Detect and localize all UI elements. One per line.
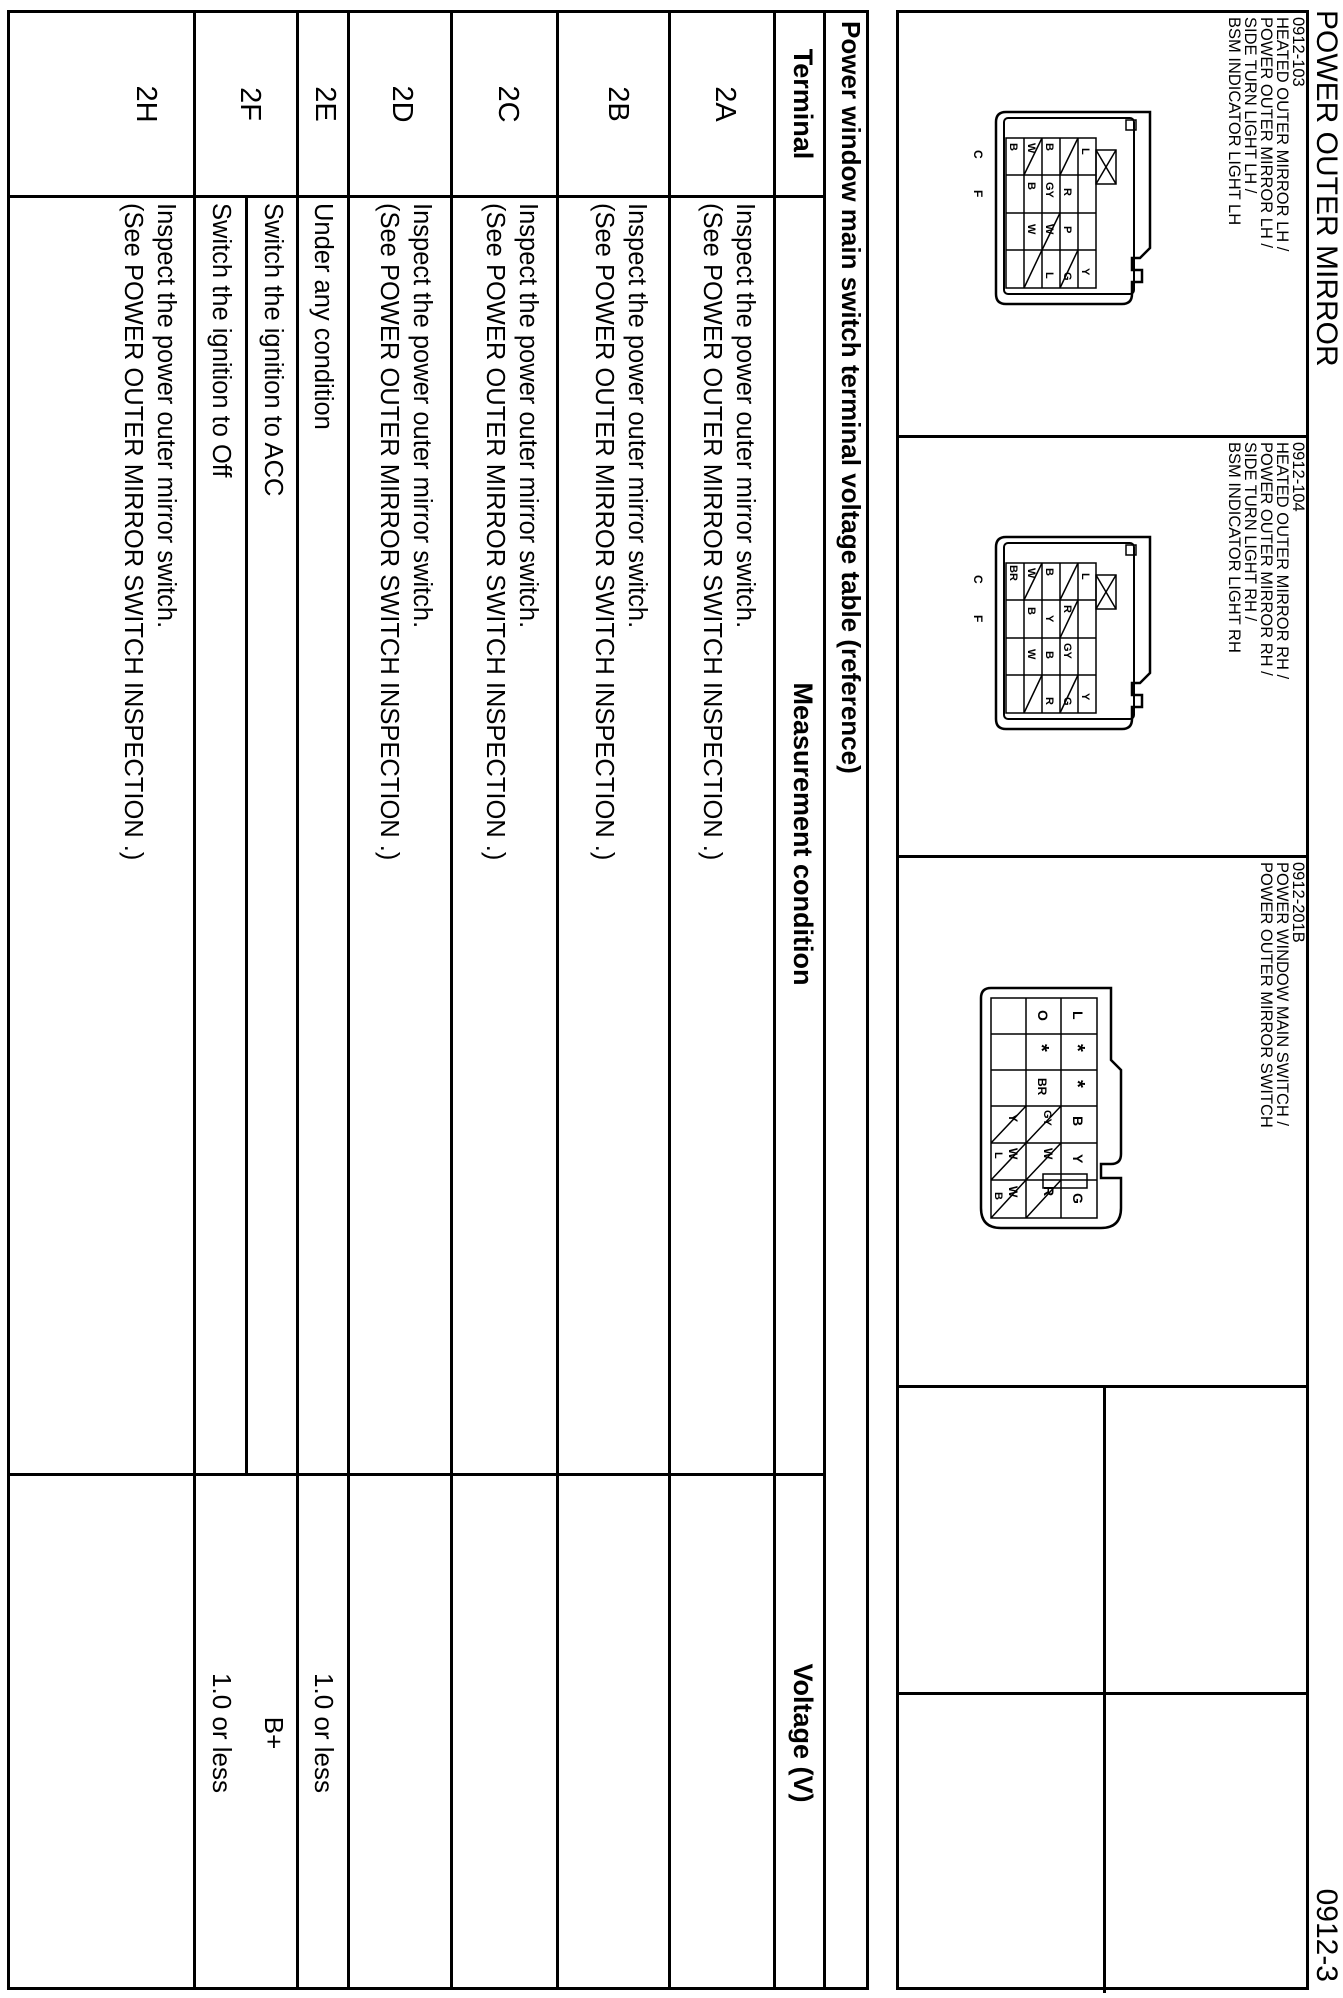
pin-label: L (1079, 573, 1091, 580)
connector-cell-0912-103 (899, 13, 1306, 438)
connector-diagram-0912-103 (926, 98, 1156, 328)
connector-name-line: HEATED OUTER MIRROR RH / (1273, 442, 1291, 680)
pin-label: B (1043, 651, 1055, 659)
pin-label: Y (1070, 1154, 1086, 1164)
condition-line: Inspect the power outer mirror switch. (408, 203, 436, 629)
header-condition: Measurement condition (788, 682, 818, 986)
pin-label: Y (1079, 268, 1091, 276)
condition-cell (256, 203, 289, 496)
condition-cell (478, 203, 544, 860)
condition-cell (372, 203, 438, 860)
terminal-cell: 2E (309, 86, 341, 122)
connector-code: 0912-201B (1289, 862, 1307, 943)
pin-label: P (1061, 226, 1073, 234)
connector-sub-label: F (971, 190, 985, 198)
pin-label: B (1070, 1116, 1086, 1127)
empty-cell (899, 1695, 1306, 1993)
pin-label: Y (1006, 1114, 1020, 1123)
condition-line: Switch the ignition to ACC (259, 203, 287, 497)
pin-label: W (1043, 224, 1055, 235)
connector-name-line: POWER OUTER MIRROR LH / (1257, 17, 1275, 249)
connector-diagram-box (896, 10, 1309, 1990)
pin-label: B (1025, 182, 1037, 190)
pin-label: Y (1079, 693, 1091, 701)
condition-line: (See POWER OUTER MIRROR SWITCH INSPECTION .) (481, 203, 509, 861)
pin-label: B (1007, 143, 1019, 151)
terminal-cell: 2B (602, 86, 634, 122)
condition-cell (306, 203, 339, 430)
pin-label: L (1043, 272, 1055, 279)
condition-line: Switch the ignition to Off (207, 203, 235, 478)
pin-label: W (1006, 1186, 1020, 1198)
page-number: 0912-3 (1310, 1888, 1343, 1982)
connector-name-line: HEATED OUTER MIRROR LH / (1273, 17, 1291, 252)
pin-label: O (1035, 1010, 1051, 1021)
pin-label: L (1070, 1011, 1086, 1020)
pin-label: B (1043, 568, 1055, 576)
connector-cell-0912-201B (899, 858, 1306, 1388)
pin-label: B (1043, 143, 1055, 151)
empty-cell (899, 1388, 1306, 1695)
voltage-cell: B+ (259, 1716, 289, 1750)
voltage-cell: 1.0 or less (309, 1673, 339, 1793)
pin-label: G (1070, 1193, 1086, 1204)
header-voltage: Voltage (V) (788, 1663, 818, 1803)
pin-label: * (1066, 1080, 1088, 1088)
voltage-cell: 1.0 or less (207, 1673, 237, 1793)
pin-label: R (1041, 1186, 1057, 1197)
condition-line: (See POWER OUTER MIRROR SWITCH INSPECTION .) (375, 203, 403, 861)
table-title: Power window main switch terminal voltage table (reference) (836, 21, 866, 774)
pin-label: W (1025, 649, 1037, 660)
pin-label: W (1006, 1148, 1020, 1160)
condition-line: Inspect the power outer mirror switch. (514, 203, 542, 629)
pin-label: B (992, 1192, 1004, 1200)
pin-label: GY (1041, 1110, 1053, 1126)
pin-label: R (1061, 188, 1073, 196)
pin-label: GY (1043, 182, 1055, 198)
pin-label: G (1061, 697, 1073, 706)
connector-name-line: SIDE TURN LIGHT RH / (1241, 442, 1259, 622)
condition-cell (695, 203, 761, 860)
condition-line: Inspect the power outer mirror switch. (152, 203, 180, 629)
terminal-cell: 2C (492, 85, 524, 123)
condition-line: Inspect the power outer mirror switch. (731, 203, 759, 629)
pin-label: W (1041, 1148, 1055, 1160)
pin-label: * (1030, 1044, 1052, 1052)
pin-label: GY (1061, 643, 1073, 659)
pin-label: BR (1035, 1078, 1049, 1096)
connector-sub-label: C (971, 150, 985, 159)
pin-label: B (1025, 607, 1037, 615)
terminal-cell: 2F (234, 87, 266, 121)
condition-line: (See POWER OUTER MIRROR SWITCH INSPECTION .) (698, 203, 726, 861)
condition-line: Inspect the power outer mirror switch. (623, 203, 651, 629)
condition-line: Under any condition (309, 203, 337, 430)
pin-label: * (1066, 1044, 1088, 1052)
header-terminal: Terminal (788, 48, 818, 160)
pin-label: W (1025, 224, 1037, 235)
connector-code: 0912-103 (1289, 17, 1307, 87)
connector-name-line: BSM INDICATOR LIGHT RH (1225, 442, 1243, 653)
connector-sub-label: C (971, 575, 985, 584)
connector-name-line: POWER OUTER MIRROR SWITCH (1257, 862, 1275, 1128)
voltage-table (7, 10, 869, 1990)
terminal-cell: 2D (386, 85, 418, 123)
pin-label: L (1079, 148, 1091, 155)
condition-line: (See POWER OUTER MIRROR SWITCH INSPECTION .) (590, 203, 618, 861)
connector-name-line: POWER OUTER MIRROR RH / (1257, 442, 1275, 676)
pin-label: W (1025, 143, 1037, 154)
pin-label: BR (1007, 565, 1019, 581)
condition-line: (See POWER OUTER MIRROR SWITCH INSPECTION .) (119, 203, 147, 861)
condition-cell (116, 203, 182, 860)
page-title: POWER OUTER MIRROR (1310, 10, 1343, 367)
connector-name-line: POWER WINDOW MAIN SWITCH / (1273, 862, 1291, 1126)
condition-cell (204, 203, 237, 478)
connector-name-line: BSM INDICATOR LIGHT LH (1225, 17, 1243, 226)
pin-label: R (1061, 605, 1073, 613)
connector-sub-label: F (971, 615, 985, 623)
pin-label: Y (1043, 615, 1055, 623)
pin-label: G (1061, 272, 1073, 281)
connector-cell-0912-104 (899, 438, 1306, 858)
connector-diagram-0912-201B (971, 978, 1131, 1258)
connector-name-line: SIDE TURN LIGHT LH / (1241, 17, 1259, 194)
terminal-cell: 2A (709, 86, 741, 122)
connector-diagram-0912-104 (926, 523, 1156, 753)
pin-label: W (1025, 568, 1037, 579)
pin-label: R (1043, 697, 1055, 705)
pin-label: L (992, 1152, 1004, 1159)
terminal-cell: 2H (130, 85, 162, 123)
condition-cell (587, 203, 653, 860)
connector-code: 0912-104 (1289, 442, 1307, 512)
